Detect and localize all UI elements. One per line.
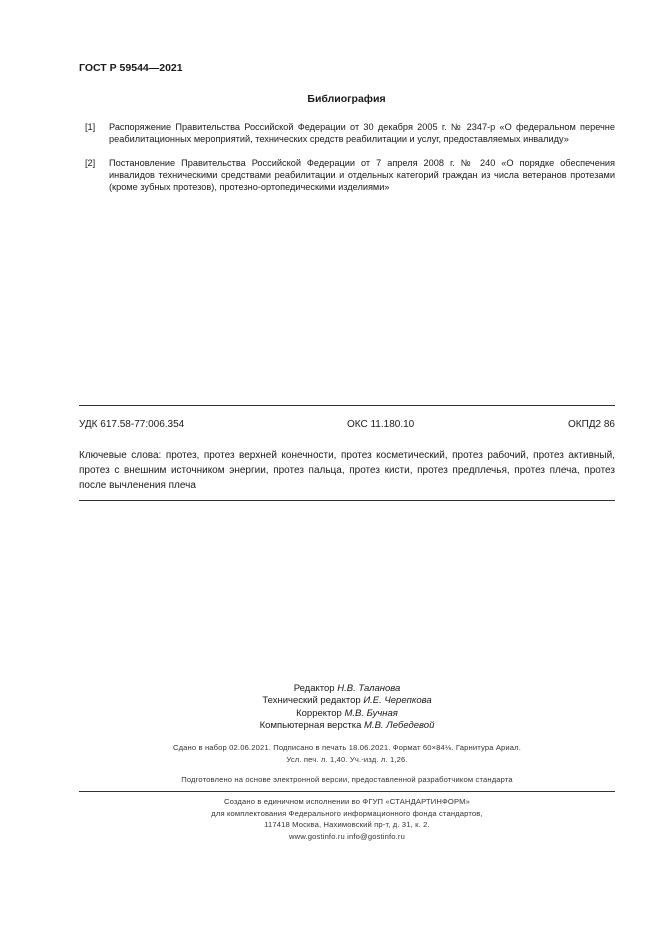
divider-top [79, 405, 615, 406]
bibliography-item-1 [85, 122, 615, 146]
technical-editor-name: И.Е. Черепкова [363, 695, 432, 707]
editor-line: Редактор Н.В. Таланова [293, 683, 401, 694]
publisher-line-3: 117418 Москва, Нахимовский пр-т, д. 31, к. 2. [264, 820, 430, 829]
layout-name: М.В. Лебедевой [364, 719, 435, 731]
prepared-note: Подготовлено на основе электронной версии, предоставленной разработчиком стандарта [181, 775, 513, 784]
print-info-line-1: Сдано в набор 02.06.2021. Подписано в печать 18.06.2021. Формат 60×84⅛. Гарнитура Ариал. [172, 743, 522, 752]
publisher-line-2: для комплектования Федерального информационного фонда стандартов, [211, 808, 483, 818]
proofreader-name: М.В. Бучная [344, 707, 398, 719]
publisher-line-1: Создано в единичном исполнении во ФГУП «СТАНДАРТИНФОРМ» [224, 797, 470, 806]
editors-block [79, 683, 615, 732]
bibliography-item-text: Постановление Правительства Российской Федерации от 7 апреля 2008 г. № 240 «О порядке обеспечения инвалидов техническими средствами реабилитации и отдельных категорий граждан из числа ветеранов протезами (кроме зубных протезов), протезно-ортопедическими изделиями» [109, 158, 615, 192]
keywords-paragraph: Ключевые слова: протез, протез верхней конечности, протез косметический, протез рабочий, протез активный, протез с внешним источником энергии, протез пальца, протез кисти, протез предплечья, протез плеча, протез после вычленения плеча [79, 450, 615, 491]
publisher-info [79, 796, 615, 842]
layout-line: Компьютерная верстка М.В. Лебедевой [259, 719, 435, 731]
okpd-code: ОКПД2 86 [567, 419, 615, 430]
editor-name: Н.В. Таланова [337, 683, 401, 694]
bibliography-item-text: Распоряжение Правительства Российской Федерации от 30 декабря 2005 г. № 2347-р «О федеральном перечне реабилитационных мероприятий, технических средств реабилитации и услуг, предоставляемых инвалиду» [109, 122, 615, 144]
divider-middle [79, 500, 615, 501]
bibliography-item-number: [2] [85, 158, 96, 168]
publisher-contacts: www.gostinfo.ru info@gostinfo.ru [289, 831, 405, 841]
document-id-header: ГОСТ Р 59544—2021 [79, 62, 183, 74]
print-info [79, 742, 615, 765]
proofreader-line: Корректор М.В. Бучная [296, 707, 398, 719]
udk-code: УДК 617.58-77:006.354 [79, 419, 185, 430]
bibliography-item-2 [85, 158, 615, 193]
bibliography-item-number: [1] [85, 122, 96, 132]
divider-bottom [79, 791, 615, 792]
technical-editor-line: Технический редактор И.Е. Черепкова [262, 695, 432, 707]
bibliography-title: Библиография [307, 93, 386, 105]
oks-code: ОКС 11.180.10 [347, 419, 415, 430]
print-info-line-2: Усл. печ. л. 1,40. Уч.-изд. л. 1,26. [286, 754, 408, 764]
